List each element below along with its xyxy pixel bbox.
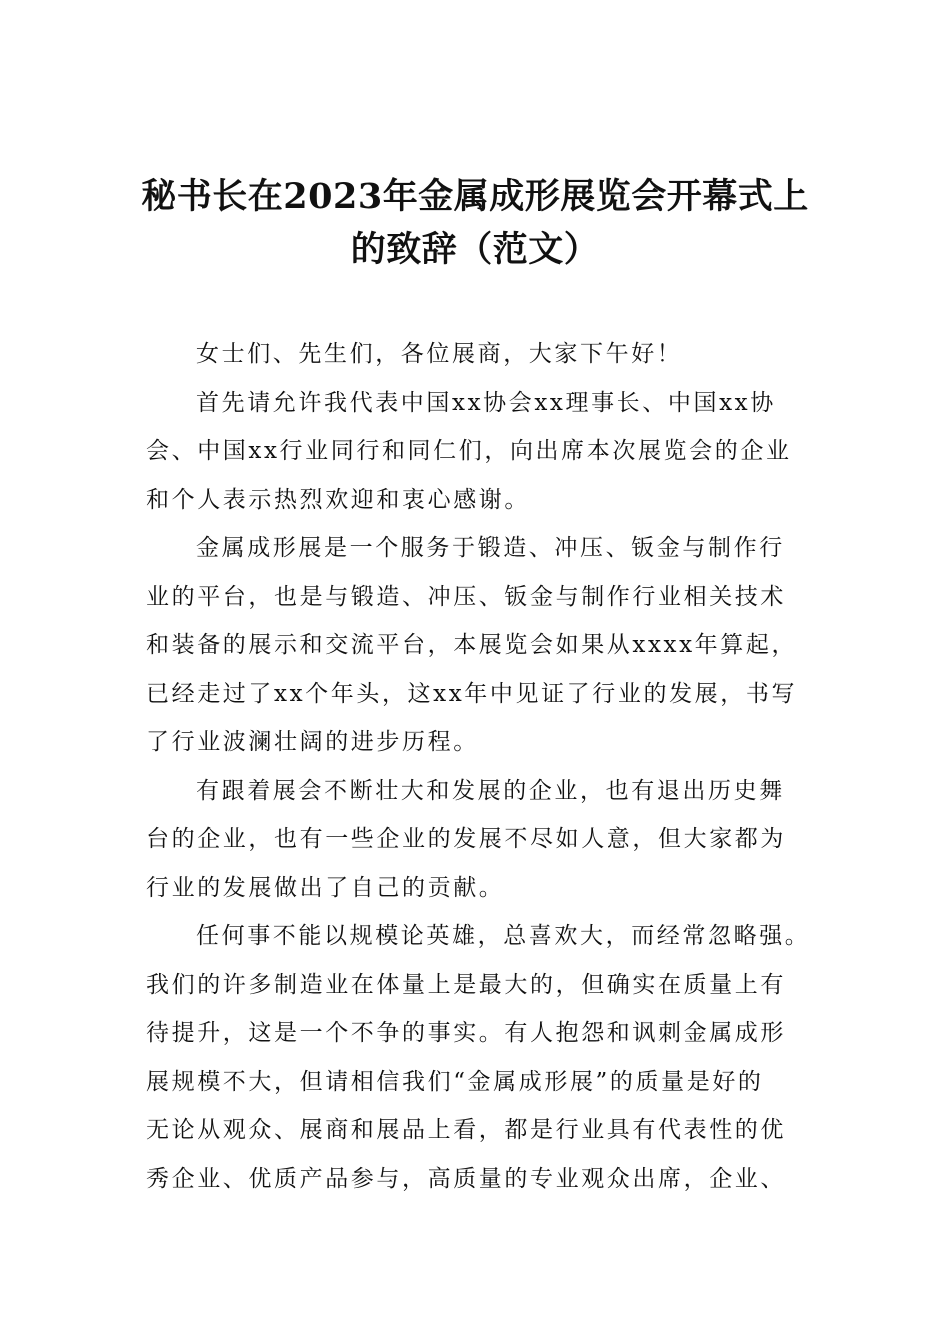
paragraph-line: 了行业波澜壮阔的进步历程。 [146,729,479,755]
paragraph-line: 金属成形展是一个服务于锻造、冲压、钣金与制作行 [196,535,785,561]
greeting-line: 女士们、先生们，各位展商，大家下午好！ [196,341,683,367]
title-line-1: 秘书长在2023年金属成形展览会开幕式上 [141,176,809,217]
paragraph-line: 展规模不大，但请相信我们“金属成形展”的质量是好的 [146,1068,764,1095]
paragraph-line: 我们的许多制造业在体量上是最大的，但确实在质量上有 [146,971,786,998]
paragraph-line: 任何事不能以规模论英雄，总喜欢大，而经常忽略强。 [196,923,811,949]
title-line-2: 的致辞（范文） [350,229,600,270]
document-body [146,330,836,1203]
paragraph-line: 无论从观众、展商和展品上看，都是行业具有代表性的优 [146,1117,786,1143]
paragraph-line: 已经走过了xx个年头，这xx年中见证了行业的发展，书写 [146,680,798,707]
paragraph-line: 秀企业、优质产品参与，高质量的专业观众出席，企业、 [146,1165,786,1192]
paragraph-line: 会、中国xx行业同行和同仁们，向出席本次展览会的企业 [146,438,792,464]
paragraph-line: 和个人表示热烈欢迎和衷心感谢。 [146,486,530,513]
paragraph-line: 和装备的展示和交流平台，本展览会如果从xxxx年算起， [146,632,798,658]
paragraph-line: 首先请允许我代表中国xx协会xx理事长、中国xx协 [196,389,776,416]
document-title [110,170,840,276]
paragraph-line: 台的企业，也有一些企业的发展不尽如人意，但大家都为 [146,826,786,852]
paragraph-line: 行业的发展做出了自己的贡献。 [146,874,505,901]
paragraph-line: 有跟着展会不断壮大和发展的企业，也有退出历史舞 [196,777,785,804]
paragraph-line: 待提升，这是一个不争的事实。有人抱怨和讽刺金属成形 [146,1020,786,1046]
paragraph-line: 业的平台，也是与锻造、冲压、钣金与制作行业相关技术 [146,583,786,610]
